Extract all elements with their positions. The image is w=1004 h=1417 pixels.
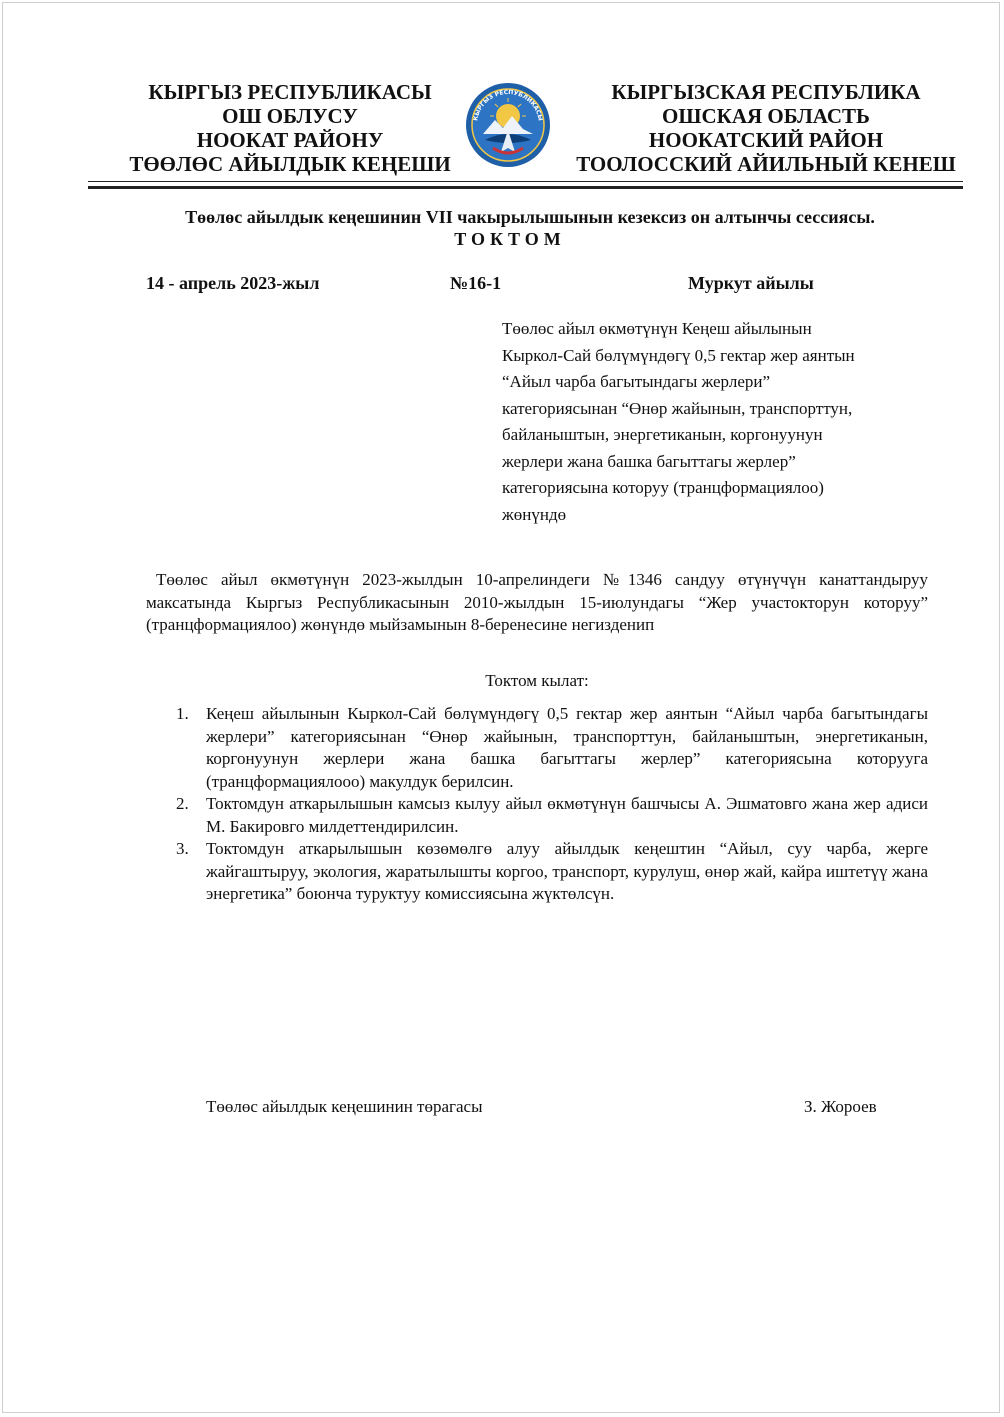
resolution-item <box>146 793 928 838</box>
header-right-line-1: КЫРГЫЗСКАЯ РЕСПУБЛИКА <box>611 80 921 104</box>
document-number: №16-1 <box>450 273 502 293</box>
subject-line: Төөлөс айыл өкмөтүнүн Кеңеш айылынын <box>502 319 812 338</box>
document-type: ТОКТОМ <box>454 229 566 249</box>
preamble-paragraph: Төөлөс айыл өкмөтүнүн 2023-жылдын 10-апрелиндеги №1346 сандуу өтүнүчүн канаттандыруу максатында Кыргыз Республикасынын 2010-жылдын 15-июлундагы “Жер участокторун которуу” (транцформациялоо) жөнүндө мыйзамынын 8-беренесине негизденип <box>146 570 928 634</box>
state-emblem-icon <box>465 82 551 168</box>
resolution-item <box>146 703 928 793</box>
header-left-line-2: ОШ ОБЛУСУ <box>222 104 358 128</box>
header-left-line-3: НООКАТ РАЙОНУ <box>196 128 384 152</box>
item-number: 3. <box>176 839 189 858</box>
header-left-line-4: ТӨӨЛӨС АЙЫЛДЫК КЕҢЕШИ <box>129 152 451 176</box>
session-title: Төөлөс айылдык кеңешинин VII чакырылышынын кезексиз он алтынчы сессиясы. <box>185 207 875 227</box>
subject-line: жерлери жана башка багыттагы жерлер” <box>502 451 796 471</box>
item-number: 1. <box>176 704 189 723</box>
subject-line: байланыштын, энергетиканын, коргонуунун <box>502 425 823 444</box>
header-divider-thin <box>88 181 963 182</box>
header-right-line-4: ТООЛОССКИЙ АЙИЛЬНЫЙ КЕНЕШ <box>576 152 956 176</box>
subject-line: Кыркол-Сай бөлүмүндөгү 0,5 гектар жер аянтын <box>502 345 855 365</box>
header-kyrgyz <box>100 80 480 176</box>
header-right-line-3: НООКАТСКИЙ РАЙОН <box>648 128 884 152</box>
resolution-item <box>146 838 928 906</box>
item-text: Токтомдун аткарылышын көзөмөлгө алуу айылдык кеңештин “Айыл, суу чарба, жерге жайгаштыруу, экология, жаратылышты коргоо, транспорт, курулуш, өнөр жай, кайра иштетүү жана энергетика” боюнча туруктуу комиссиясына жүктөлсүн. <box>206 839 928 903</box>
subject-line: жөнүндө <box>502 504 567 524</box>
resolution-items <box>146 703 928 906</box>
header-divider-thick <box>88 186 963 189</box>
document-date: 14 - апрель 2023-жыл <box>146 273 320 293</box>
emblem-caption: КЫРГЫЗ РЕСПУБЛИКАСЫ <box>472 88 544 122</box>
subject-line: категориясынан “Өнөр жайынын, транспорттун, <box>502 398 853 418</box>
signatory-name: З. Жороев <box>804 1097 877 1116</box>
document-subject <box>502 316 942 528</box>
subject-line: “Айыл чарба багытындагы жерлери” <box>502 372 771 391</box>
header-russian <box>556 80 976 176</box>
header-right-line-2: ОШСКАЯ ОБЛАСТЬ <box>662 104 870 128</box>
resolves-heading: Токтом кылат: <box>485 671 589 690</box>
subject-line: категориясына которуу (транцформациялоо) <box>502 478 824 497</box>
document-place: Муркут айылы <box>688 273 814 293</box>
item-text: Токтомдун аткарылышын камсыз кылуу айыл өкмөтүнүн башчысы А. Эшматовго жана жер адиси М. Бакировго милдеттендирилсин. <box>206 794 928 836</box>
item-text: Кеңеш айылынын Кыркол-Сай бөлүмүндөгү 0,5 гектар жер аянтын “Айыл чарба багытындагы жерлери” категориясынан “Өнөр жайынын, транспорттун, байланыштын, энергетиканын, коргонуунун жерлери жана башка багыттагы жерлер” категориясына которууга (транцформациялооо) макулдук берилсин. <box>206 704 928 791</box>
item-number: 2. <box>176 794 189 813</box>
header-left-line-1: КЫРГЫЗ РЕСПУБЛИКАСЫ <box>148 80 432 104</box>
signatory-position: Төөлөс айылдык кеңешинин төрагасы <box>206 1097 483 1116</box>
